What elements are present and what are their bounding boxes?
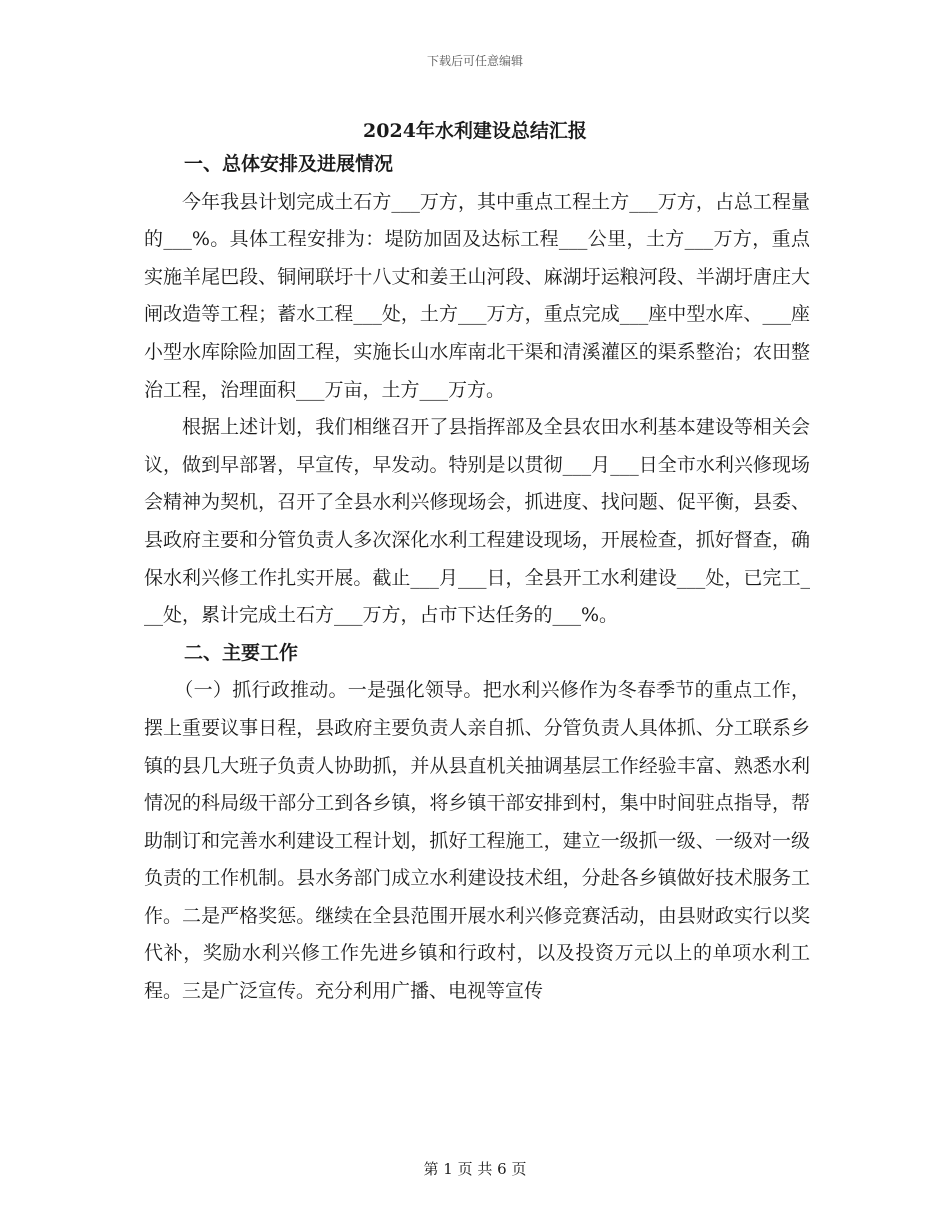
- document-title: 2024年水利建设总结汇报: [363, 120, 587, 142]
- paragraph: （一）抓行政推动。一是强化领导。把水利兴修作为冬春季节的重点工作，摆上重要议事日程，县政府主要负责人亲自抓、分管负责人具体抓、分工联系乡镇的县几大班子负责人协助抓，并从县直机关抽调基层工作经验丰富、熟悉水利情况的科局级干部分工到各乡镇，将乡镇干部安排到村，集中时间驻点指导，帮助制订和完善水利建设工程计划，抓好工程施工，建立一级抓一级、一级对一级负责的工作机制。县水务部门成立水利建设技术组，分赴各乡镇做好技术服务工作。二是严格奖惩。继续在全县范围开展水利兴修竞赛活动，由县财政实行以奖代补，奖励水利兴修工作先进乡镇和行政村，以及投资万元以上的单项水利工程。三是广泛宣传。充分利用广播、电视等宣传: [144, 679, 810, 1003]
- page-header: 下载后可任意编辑: [426, 54, 523, 68]
- paragraph: 根据上述计划，我们相继召开了县指挥部及全县农田水利基本建设等相关会议，做到早部署，早宣传，早发动。特别是以贯彻___月___日全市水利兴修现场会精神为契机，召开了全县水利兴修现场会，抓进度、找问题、促平衡，县委、县政府主要和分管负责人多次深化水利工程建设现场，开展检查，抓好督查，确保水利兴修工作扎实开展。截止___月___日，全县开工水利建设___处，已完工___处，累计完成土石方___万方，占市下达任务的___%。: [144, 416, 810, 627]
- page-footer: 第 1 页 共 6 页: [423, 1160, 527, 1178]
- document-body: [144, 146, 810, 1011]
- section-heading-1: 一、总体安排及进展情况: [184, 153, 394, 175]
- paragraph: 今年我县计划完成土石方___万方，其中重点工程土方___万方，占总工程量的___%。具体工程安排为：堤防加固及达标工程___公里，土方___万方，重点实施羊尾巴段、铜闸联圩十八丈和姜王山河段、麻湖圩运粮河段、半湖圩唐庄大闸改造等工程；蓄水工程___处，土方___万方，重点完成___座中型水库、___座小型水库除险加固工程，实施长山水库南北干渠和清溪灌区的渠系整治；农田整治工程，治理面积___万亩，土方___万方。: [144, 190, 810, 401]
- section-heading-2: 二、主要工作: [184, 641, 299, 664]
